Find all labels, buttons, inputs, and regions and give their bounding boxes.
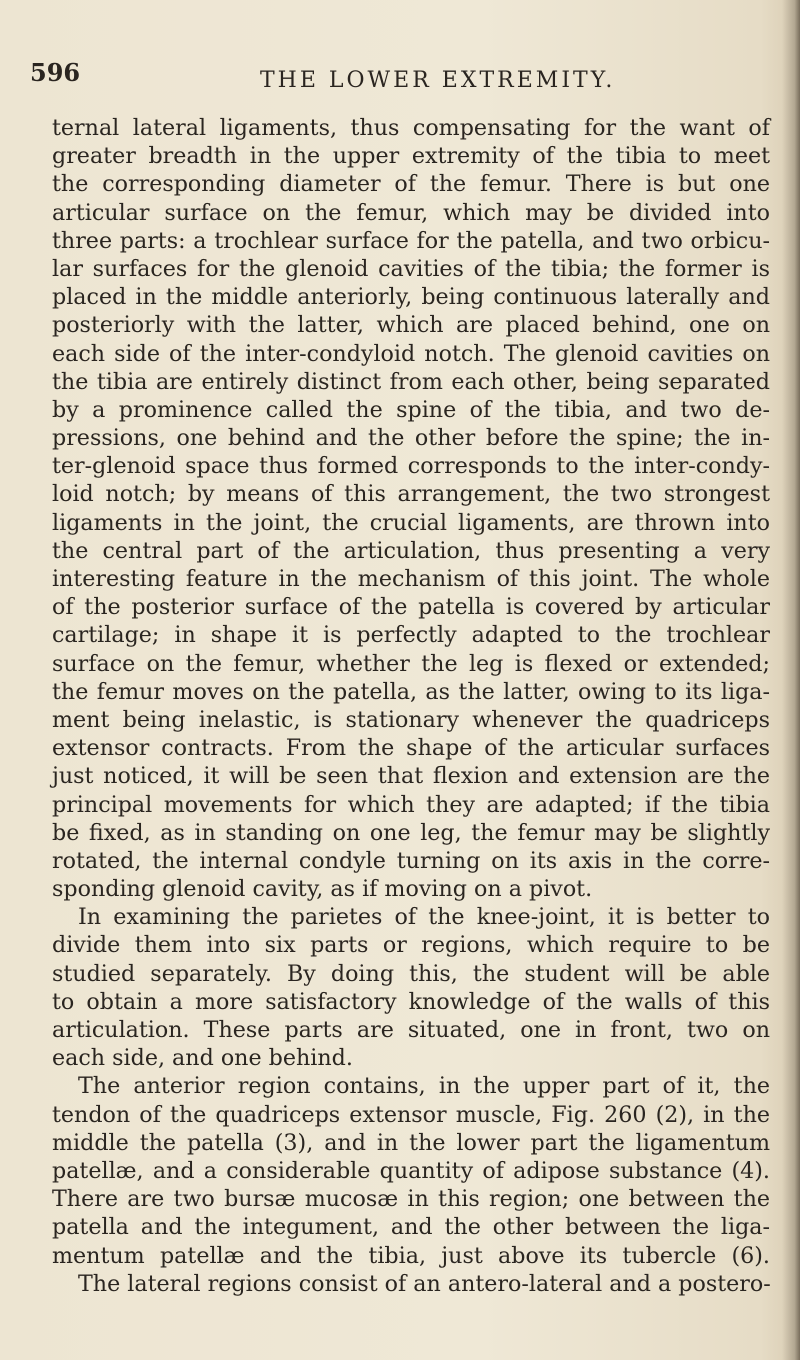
text-line: tendon of the quadriceps extensor muscle, Fig. 260 (2), in the xyxy=(52,1101,770,1128)
text-line: ter-glenoid space thus formed corresponds to the inter-condy- xyxy=(52,453,770,480)
text-line: pressions, one behind and the other before the spine; the in- xyxy=(52,425,770,452)
page-header xyxy=(30,58,790,102)
text-line: the tibia are entirely distinct from each other, being separated xyxy=(52,368,770,395)
text-line: patella and the integument, and the other between the liga- xyxy=(52,1214,770,1241)
text-line: articulation. These parts are situated, one in front, two on xyxy=(52,1017,770,1043)
text-line: to obtain a more satisfactory knowledge of the walls of this xyxy=(52,988,770,1015)
text-line: surface on the femur, whether the leg is flexed or extended; xyxy=(52,650,770,677)
text-line: ternal lateral ligaments, thus compensating for the want of xyxy=(52,115,770,141)
text-line: The lateral regions consist of an antero-lateral and a postero- xyxy=(78,1270,771,1297)
text-line: three parts: a trochlear surface for the patella, and two orbicu- xyxy=(52,227,770,254)
text-line: just noticed, it will be seen that flexion and extension are the xyxy=(52,763,770,790)
text-line: greater breadth in the upper extremity of the tibia to meet xyxy=(52,143,770,170)
page-edge-shadow xyxy=(782,0,800,1360)
text-line: rotated, the internal condyle turning on its axis in the corre- xyxy=(52,847,770,874)
text-line: ligaments in the joint, the crucial ligaments, are thrown into xyxy=(52,509,770,536)
text-line: the corresponding diameter of the femur. There is but one xyxy=(52,171,770,198)
page-number: 596 xyxy=(30,58,81,87)
text-line: each side, and one behind. xyxy=(52,1045,353,1072)
text-line: principal movements for which they are adapted; if the tibia xyxy=(52,791,770,818)
running-head: THE LOWER EXTREMITY. xyxy=(260,68,616,93)
text-line: articular surface on the femur, which may be divided into xyxy=(52,199,770,226)
text-line: cartilage; in shape it is perfectly adapted to the trochlear xyxy=(52,622,770,649)
text-line: middle the patella (3), and in the lower part the ligamentum xyxy=(52,1129,770,1156)
text-line: studied separately. By doing this, the student will be able xyxy=(52,960,770,987)
text-line: loid notch; by means of this arrangement, the two strongest xyxy=(52,481,770,508)
text-line: In examining the parietes of the knee-joint, it is better to xyxy=(78,904,770,931)
text-line: ment being inelastic, is stationary whenever the quadriceps xyxy=(52,706,770,733)
text-line: extensor contracts. From the shape of the articular surfaces xyxy=(52,735,770,762)
text-line: The anterior region contains, in the upper part of it, the xyxy=(78,1073,770,1100)
text-line: the femur moves on the patella, as the latter, owing to its liga- xyxy=(52,678,770,705)
text-line: mentum patellæ and the tibia, just above its tubercle (6). xyxy=(52,1242,770,1269)
text-line: placed in the middle anteriorly, being continuous laterally and xyxy=(52,284,770,311)
text-line: posteriorly with the latter, which are placed behind, one on xyxy=(52,312,770,339)
body-text xyxy=(52,114,770,1298)
text-line: patellæ, and a considerable quantity of adipose substance (4). xyxy=(52,1157,770,1184)
text-line: by a prominence called the spine of the tibia, and two de- xyxy=(52,396,770,423)
text-line: of the posterior surface of the patella is covered by articular xyxy=(52,594,770,621)
text-line: the central part of the articulation, thus presenting a very xyxy=(52,537,770,564)
text-line: each side of the inter-condyloid notch. The glenoid cavities on xyxy=(52,340,770,367)
text-line: There are two bursæ mucosæ in this region; one between the xyxy=(52,1186,770,1213)
text-line: interesting feature in the mechanism of this joint. The whole xyxy=(52,566,770,592)
text-line: lar surfaces for the glenoid cavities of the tibia; the former is xyxy=(52,255,770,282)
text-line: divide them into six parts or regions, which require to be xyxy=(52,932,770,959)
text-line: sponding glenoid cavity, as if moving on a pivot. xyxy=(52,876,593,903)
text-line: be fixed, as in standing on one leg, the femur may be slightly xyxy=(52,819,770,846)
